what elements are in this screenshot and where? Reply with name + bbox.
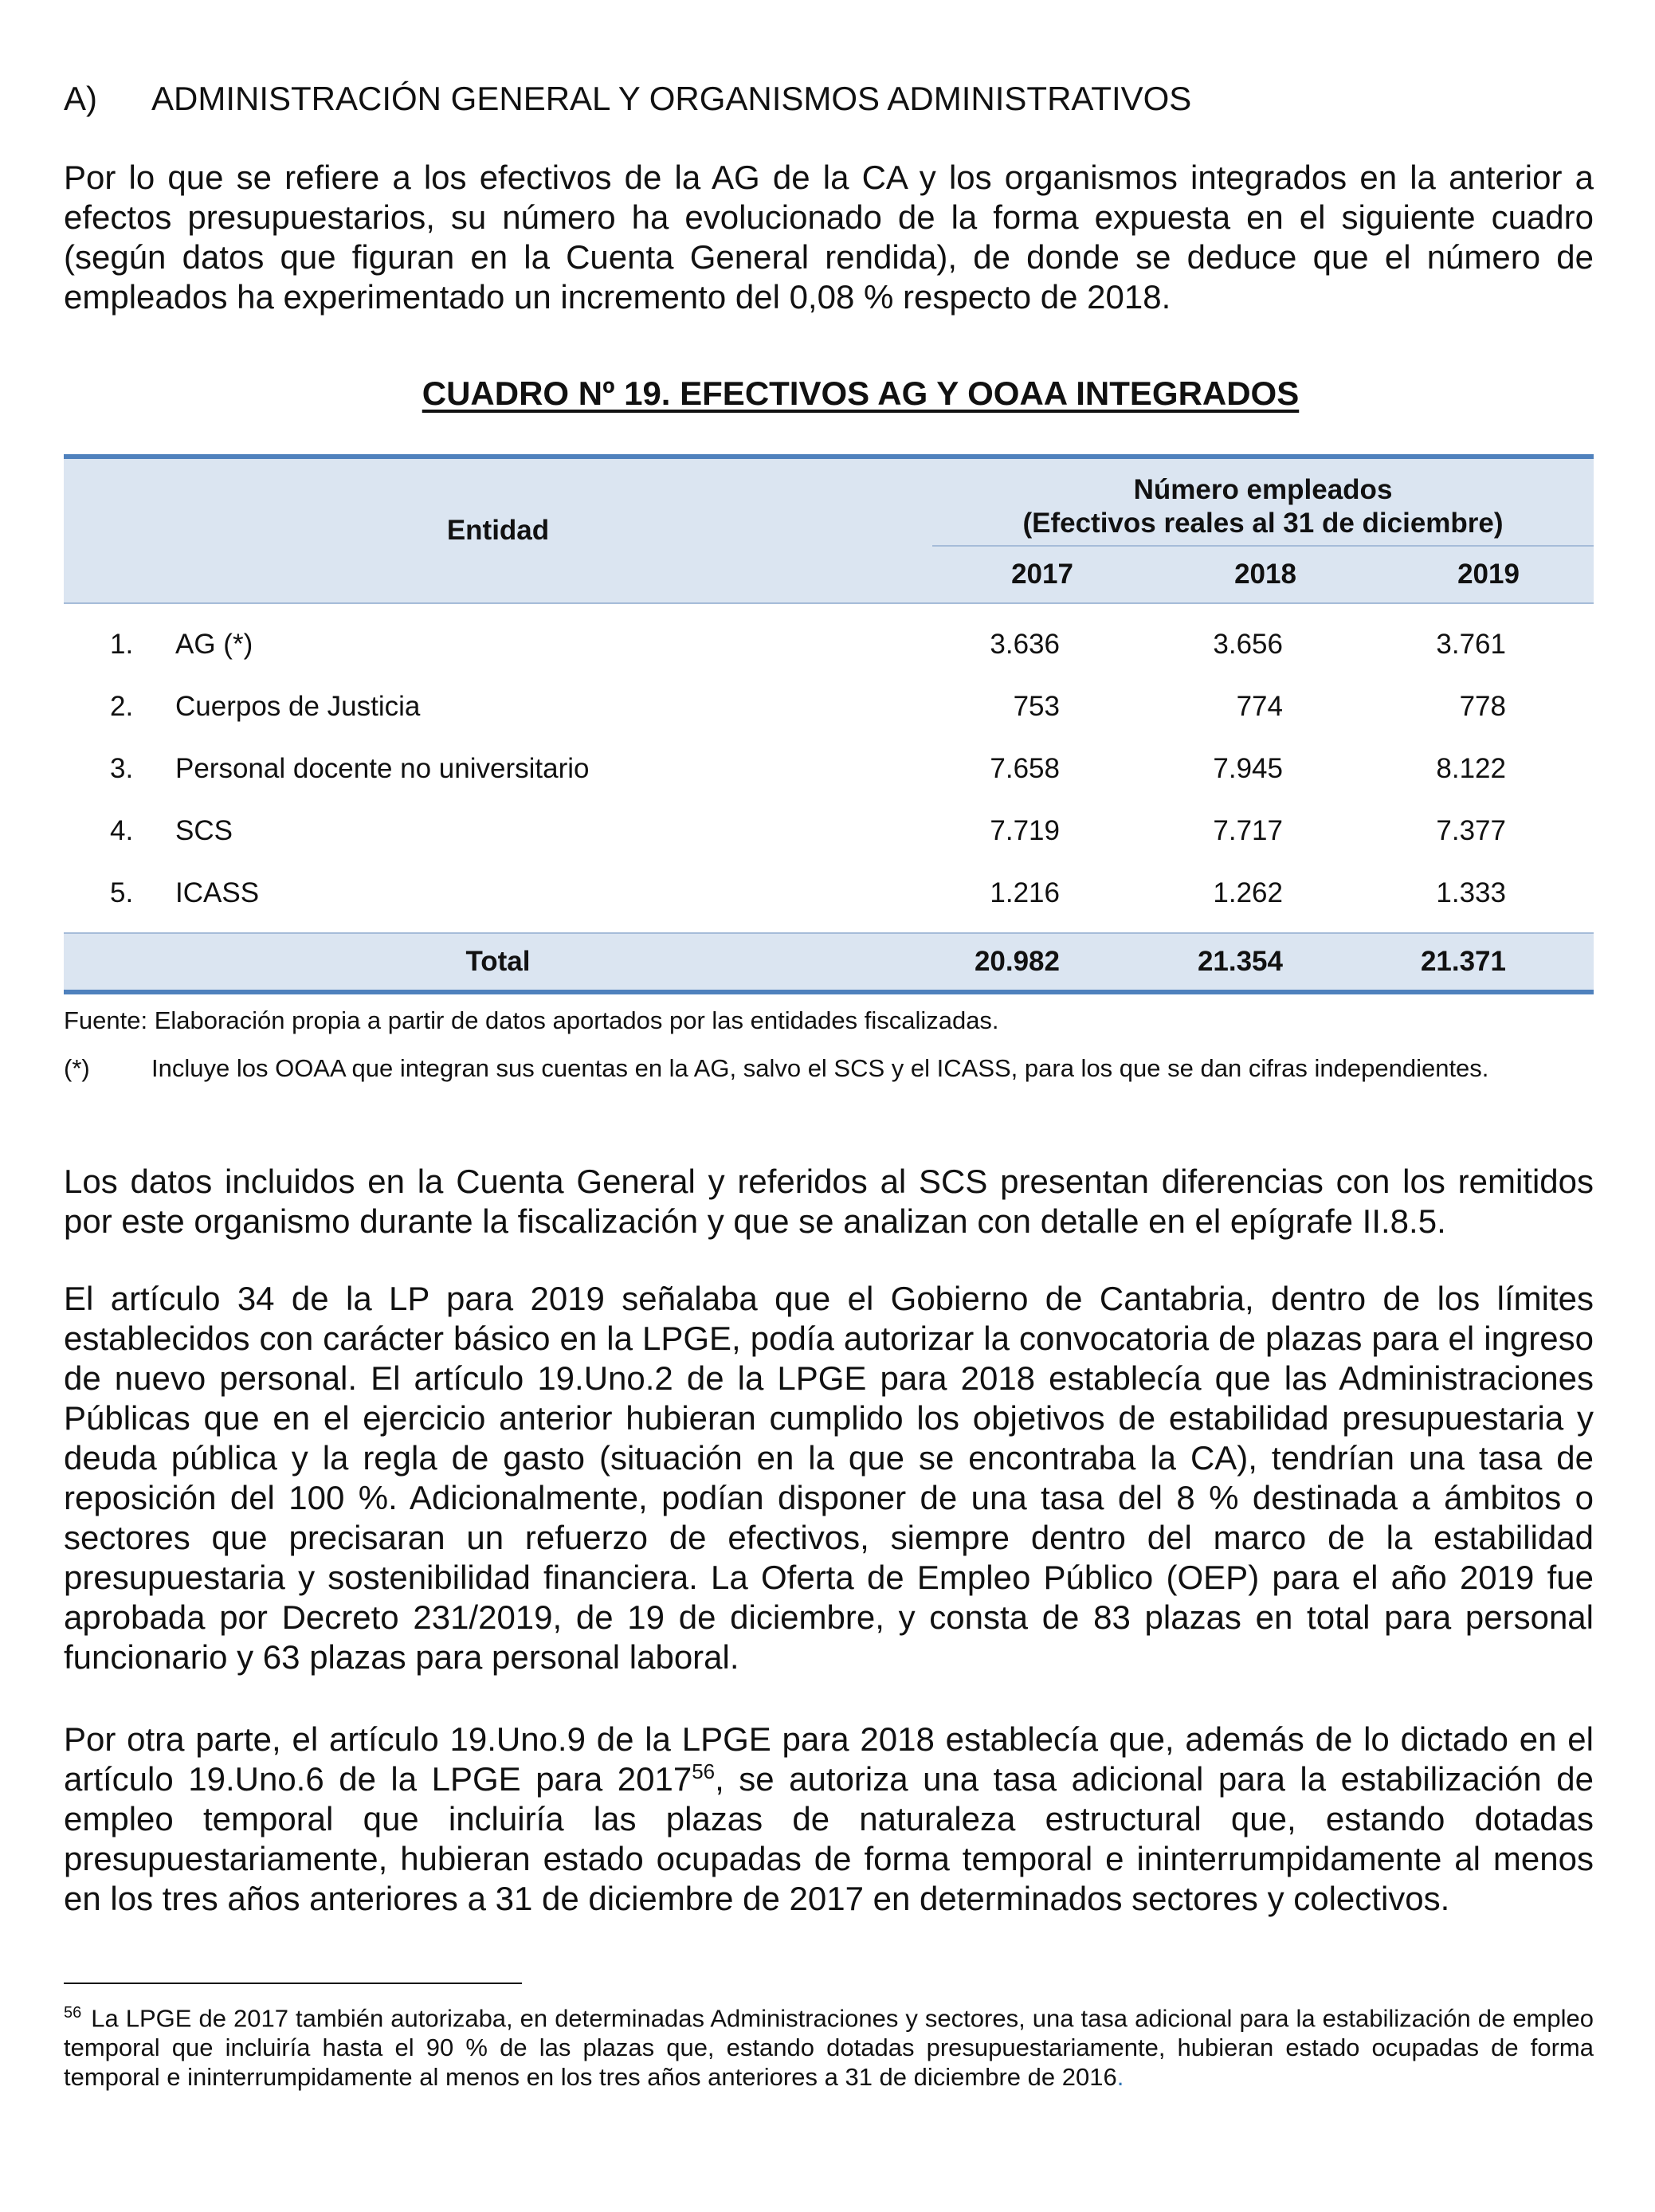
footnote-number: 56 [64, 2004, 82, 2022]
row-value-2017: 7.658 [990, 753, 1060, 784]
section-number: A) [64, 80, 97, 117]
table-title-text: CUADRO Nº 19. EFECTIVOS AG Y OOAA INTEGRADOS [422, 375, 1300, 412]
row-entity: SCS [175, 815, 233, 846]
row-value-2017: 7.719 [990, 815, 1060, 846]
header-year-2019: 2019 [1457, 559, 1520, 590]
row-value-2019: 7.377 [1436, 815, 1506, 846]
employees-table [64, 454, 1594, 994]
total-label: Total [465, 946, 531, 977]
table-source: Fuente: Elaboración propia a partir de datos aportados por las entidades fiscalizadas. [64, 1006, 999, 1034]
row-value-2019: 1.333 [1436, 877, 1506, 908]
table-note-text: Incluye los OOAA que integran sus cuentas en la AG, salvo el SCS y el ICASS, para los que se dan cifras independientes. [151, 1054, 1489, 1082]
row-value-2018: 7.717 [1213, 815, 1283, 846]
table-body [64, 602, 1594, 924]
row-number: 5. [110, 877, 134, 908]
section-title: ADMINISTRACIÓN GENERAL Y ORGANISMOS ADMINISTRATIVOS [151, 80, 1192, 117]
footnote-reference[interactable]: 56 [692, 1759, 716, 1783]
header-group-line2: (Efectivos reales al 31 de diciembre) [1022, 508, 1504, 539]
footnote-separator [64, 1983, 522, 1984]
row-number: 2. [110, 691, 134, 722]
row-entity: Personal docente no universitario [175, 753, 590, 784]
table-row [64, 614, 1594, 676]
row-entity: ICASS [175, 877, 260, 908]
paragraph-lpge [64, 1720, 1594, 1919]
footnote-text: La LPGE de 2017 también autorizaba, en determinadas Administraciones y sectores, una tasa adicional para la estabilización de empleo temporal que incluiría hasta el 90 % de las plazas que, estando dotadas presupuestariamente, hubieran estado ocupadas de forma temporal e ininterrumpidamente al menos en los tres años anteriores a 31 de diciembre de 2016 [64, 2004, 1594, 2092]
total-value-2017: 20.982 [974, 946, 1060, 977]
header-entidad: Entidad [446, 515, 550, 546]
row-value-2019: 8.122 [1436, 753, 1506, 784]
section-heading [64, 78, 1191, 120]
row-value-2019: 778 [1459, 691, 1506, 722]
table-note [64, 1053, 1594, 1084]
header-group-line1: Número empleados [1133, 474, 1393, 505]
header-year-2017: 2017 [1011, 559, 1073, 590]
paragraph-scs: Los datos incluidos en la Cuenta General y referidos al SCS presentan diferencias con los remitidos por este organismo durante la fiscalización y que se analizan con detalle en el epígrafe II.8.5. [64, 1163, 1594, 1240]
table-note-mark: (*) [64, 1054, 90, 1082]
row-value-2018: 1.262 [1213, 877, 1283, 908]
table-row [64, 800, 1594, 862]
row-value-2017: 1.216 [990, 877, 1060, 908]
row-value-2017: 753 [1013, 691, 1060, 722]
paragraph-lpge-part1: Por otra parte, el artículo 19.Uno.9 de la LPGE para 2018 establecía que, además de lo dictado en el artículo 19.Uno.6 de la LPGE para 2017 [64, 1720, 1594, 1798]
row-value-2019: 3.761 [1436, 629, 1506, 660]
table-row [64, 738, 1594, 800]
row-value-2018: 7.945 [1213, 753, 1283, 784]
table-header [64, 454, 1594, 602]
row-entity: Cuerpos de Justicia [175, 691, 421, 722]
table-row [64, 862, 1594, 924]
intro-paragraph: Por lo que se refiere a los efectivos de la AG de la CA y los organismos integrados en la anterior a efectos presupuestarios, su número ha evolucionado de la forma expuesta en el siguiente cuadro (según datos que figuran en la Cuenta General rendida), de donde se deduce que el número de empleados ha experimentado un incremento del 0,08 % respecto de 2018. [64, 159, 1594, 316]
row-value-2018: 3.656 [1213, 629, 1283, 660]
paragraph-lpge-part2: , se autoriza una tasa adicional para la estabilización de empleo temporal que incluiría las plazas de naturaleza estructural que, estando dotadas presupuestariamente, hubieran estado ocupadas de forma temporal e ininterrumpidamente al menos en los tres años anteriores a 31 de diciembre de 2017 en determinados sectores y colectivos. [64, 1760, 1594, 1917]
table-total-row [64, 932, 1594, 994]
footnote-end: . [1116, 2063, 1124, 2092]
row-number: 1. [110, 629, 134, 660]
paragraph-lp: El artículo 34 de la LP para 2019 señalaba que el Gobierno de Cantabria, dentro de los límites establecidos con carácter básico en la LPGE, podía autorizar la convocatoria de plazas para el ingreso de nuevo personal. El artículo 19.Uno.2 de la LPGE para 2018 establecía que las Administraciones Públicas que en el ejercicio anterior hubieran cumplido los objetivos de estabilidad presupuestaria y deuda pública y la regla de gasto (situación en la que se encontraba la CA), tendrían una tasa de reposición del 100 %. Adicionalmente, podían disponer de una tasa del 8 % destinada a ámbitos o sectores que precisaran un refuerzo de efectivos, siempre dentro del marco de la estabilidad presupuestaria y sostenibilidad financiera. La Oferta de Empleo Público (OEP) para el año 2019 fue aprobada por Decreto 231/2019, de 19 de diciembre, y consta de 83 plazas en total para personal funcionario y 63 plazas para personal laboral. [64, 1280, 1594, 1676]
header-group [932, 459, 1594, 547]
footnote [64, 1998, 1594, 2092]
total-value-2018: 21.354 [1197, 946, 1283, 977]
row-entity: AG (*) [175, 629, 253, 660]
header-year-2018: 2018 [1234, 559, 1296, 590]
total-value-2019: 21.371 [1420, 946, 1506, 977]
row-value-2018: 774 [1236, 691, 1283, 722]
table-row [64, 676, 1594, 738]
row-number: 4. [110, 815, 134, 846]
row-value-2017: 3.636 [990, 629, 1060, 660]
table-title [64, 375, 1655, 413]
row-number: 3. [110, 753, 134, 784]
